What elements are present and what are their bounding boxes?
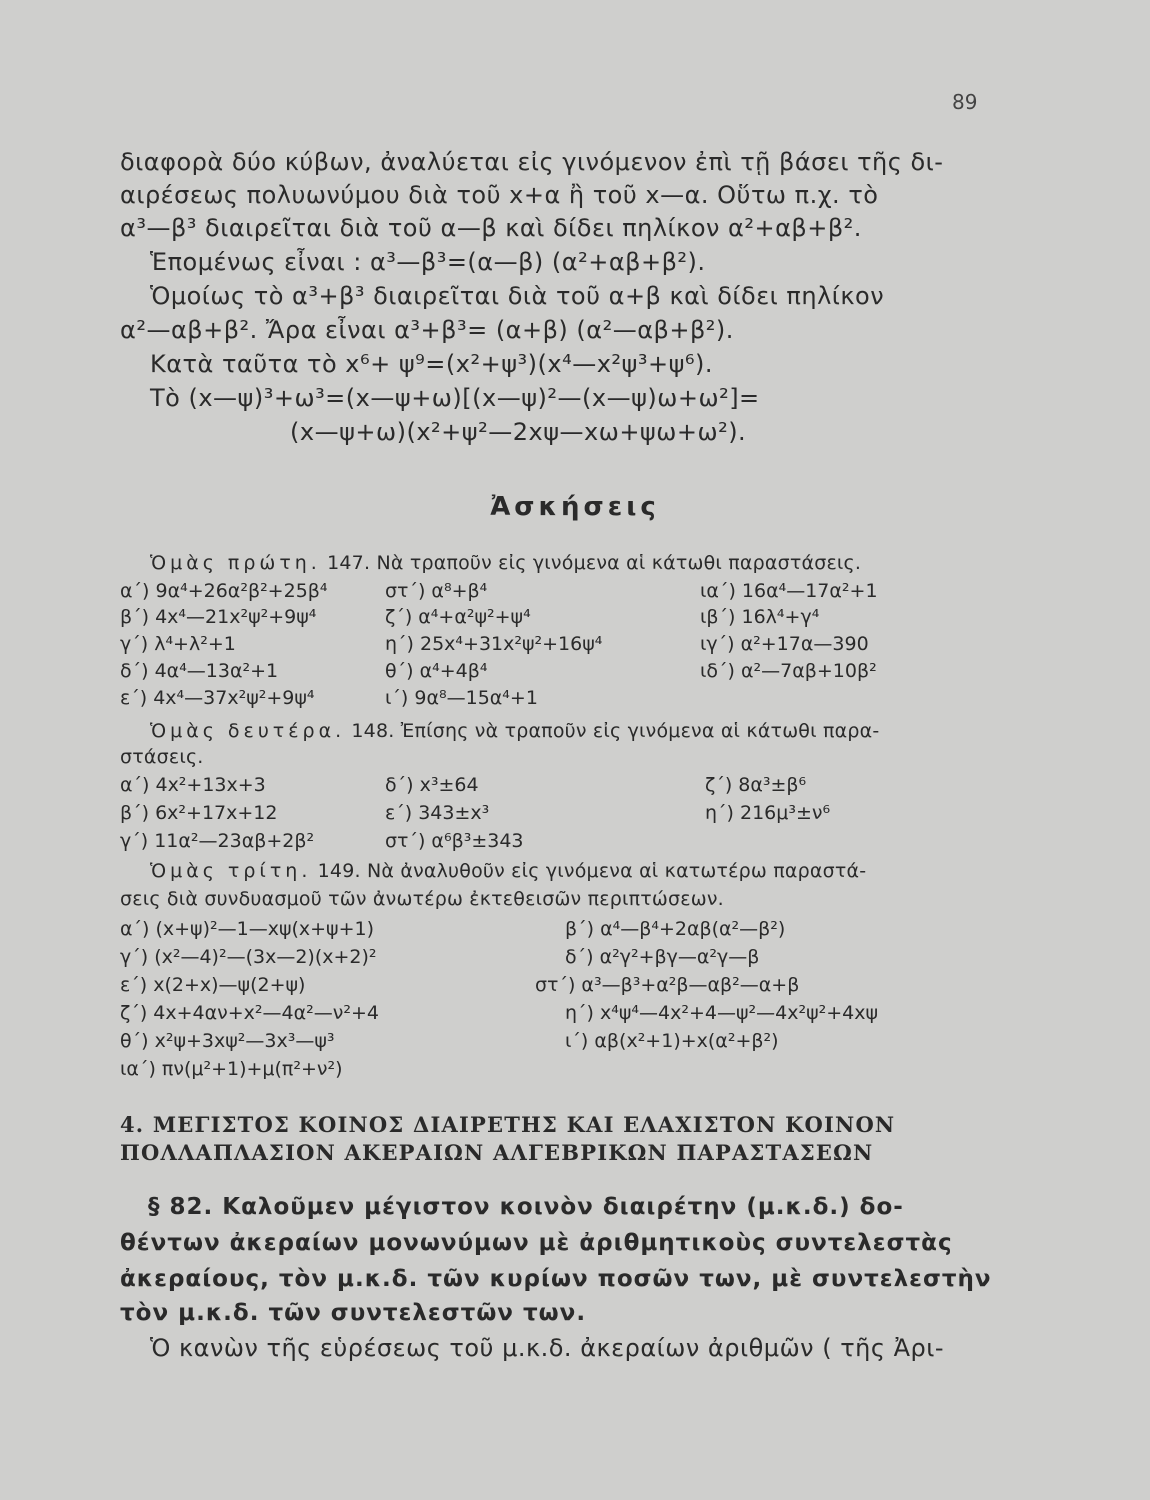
group2-title: Ὁμὰς δευτέρα. — [150, 720, 346, 742]
g2-item: δ΄) x³±64 — [385, 774, 479, 796]
intro-line-4: Ἑπομένως εἶναι : α³—β³=(α—β) (α²+αβ+β²). — [150, 248, 706, 276]
group3-text: 149. Νὰ ἀναλυθοῦν εἰς γινόμενα αἱ κατωτέρω παραστά- — [317, 860, 867, 882]
g1-item: δ΄) 4α⁴—13α²+1 — [120, 660, 279, 682]
group1-text: 147. Νὰ τραποῦν εἰς γινόμενα αἱ κάτωθι παραστάσεις. — [327, 552, 862, 574]
intro-line-9: (x—ψ+ω)(x²+ψ²—2xψ—xω+ψω+ω²). — [290, 418, 747, 446]
intro-line-2: αιρέσεως πολυωνύμου διὰ τοῦ x+α ἢ τοῦ x—α. Οὕτω π.χ. τὸ — [120, 181, 879, 209]
group1-header — [150, 552, 861, 574]
g1-item: η΄) 25x⁴+31x²ψ²+16ψ⁴ — [385, 633, 603, 655]
g1-item: α΄) 9α⁴+26α²β²+25β⁴ — [120, 580, 328, 602]
group3-title: Ὁμὰς τρίτη. — [150, 860, 312, 882]
g1-item: γ΄) λ⁴+λ²+1 — [120, 633, 236, 655]
g3-item: ζ΄) 4x+4αν+x²—4α²—ν²+4 — [120, 1002, 380, 1024]
g1-item: ιβ΄) 16λ⁴+γ⁴ — [700, 606, 820, 628]
g2-item: η΄) 216μ³±ν⁶ — [705, 802, 831, 824]
g3-item: α΄) (x+ψ)²—1—xψ(x+ψ+1) — [120, 918, 375, 940]
g3-item: θ΄) x²ψ+3xψ²—3x³—ψ³ — [120, 1030, 335, 1052]
intro-line-7: Κατὰ ταῦτα τὸ x⁶+ ψ⁹=(x²+ψ³)(x⁴—x²ψ³+ψ⁶). — [150, 350, 714, 378]
g1-item: ε΄) 4x⁴—37x²ψ²+9ψ⁴ — [120, 687, 315, 709]
g2-item: στ΄) α⁶β³±343 — [385, 830, 524, 852]
section-title-line-1: 4. ΜΕΓΙΣΤΟΣ ΚΟΙΝΟΣ ΔΙΑΙΡΕΤΗΣ ΚΑΙ ΕΛΑΧΙΣΤΟΝ ΚΟΙΝΟΝ — [120, 1112, 896, 1137]
intro-line-5: Ὁμοίως τὸ α³+β³ διαιρεῖται διὰ τοῦ α+β καὶ δίδει πηλίκον — [150, 282, 885, 310]
intro-line-8: Τὸ (x—ψ)³+ω³=(x—ψ+ω)[(x—ψ)²—(x—ψ)ω+ω²]= — [150, 384, 760, 412]
group1-title: Ὁμὰς πρώτη. — [150, 552, 321, 574]
g2-item: β΄) 6x²+17x+12 — [120, 802, 278, 824]
intro-line-6: α²—αβ+β². Ἄρα εἶναι α³+β³= (α+β) (α²—αβ+β²). — [120, 316, 734, 344]
g2-item: ε΄) 343±x³ — [385, 802, 490, 824]
exercises-heading: Ἀσκήσεις — [490, 492, 660, 522]
g2-item: γ΄) 11α²—23αβ+2β² — [120, 830, 315, 852]
definition-line-4: τὸν μ.κ.δ. τῶν συντελεστῶν των. — [120, 1300, 587, 1326]
g2-item: ζ΄) 8α³±β⁶ — [705, 774, 807, 796]
g3-item: β΄) α⁴—β⁴+2αβ(α²—β²) — [565, 918, 786, 940]
intro-line-1: διαφορὰ δύο κύβων, ἀναλύεται εἰς γινόμενον ἐπὶ τῇ βάσει τῆς δι- — [120, 148, 944, 176]
intro-line-3: α³—β³ διαιρεῖται διὰ τοῦ α—β καὶ δίδει πηλίκον α²+αβ+β². — [120, 214, 862, 242]
g3-item: ι΄) αβ(x²+1)+x(α²+β²) — [565, 1030, 779, 1052]
definition-line-2: θέντων ἀκεραίων μονωνύμων μὲ ἀριθμητικοὺς συντελεστὰς — [120, 1230, 953, 1256]
g3-item: ε΄) x(2+x)—ψ(2+ψ) — [120, 974, 306, 996]
g3-item: η΄) x⁴ψ⁴—4x²+4—ψ²—4x²ψ²+4xψ — [565, 1002, 878, 1024]
section-title-line-2: ΠΟΛΛΑΠΛΑΣΙΟΝ ΑΚΕΡΑΙΩΝ ΑΛΓΕΒΡΙΚΩΝ ΠΑΡΑΣΤΑΣΕΩΝ — [120, 1140, 874, 1165]
g1-item: στ΄) α⁸+β⁴ — [385, 580, 488, 602]
g1-item: ιγ΄) α²+17α—390 — [700, 633, 869, 655]
g1-item: ιδ΄) α²—7αβ+10β² — [700, 660, 877, 682]
group2-text: 148. Ἐπίσης νὰ τραποῦν εἰς γινόμενα αἱ κάτωθι παρα- — [351, 720, 880, 742]
g3-item: δ΄) α²γ²+βγ—α²γ—β — [565, 946, 760, 968]
g1-item: ζ΄) α⁴+α²ψ²+ψ⁴ — [385, 606, 531, 628]
g3-item: ια΄) πν(μ²+1)+μ(π²+ν²) — [120, 1058, 343, 1080]
g3-item: γ΄) (x²—4)²—(3x—2)(x+2)² — [120, 946, 377, 968]
group3-text-continued: σεις διὰ συνδυασμοῦ τῶν ἀνωτέρω ἐκτεθεισῶν περιπτώσεων. — [120, 888, 724, 910]
g1-item: ι΄) 9α⁸—15α⁴+1 — [385, 687, 538, 709]
page-number: 89 — [952, 90, 978, 114]
g2-item: α΄) 4x²+13x+3 — [120, 774, 266, 796]
group2-text-continued: στάσεις. — [120, 746, 204, 768]
definition-line-1: § 82. Καλοῦμεν μέγιστον κοινὸν διαιρέτην (μ.κ.δ.) δο- — [148, 1194, 904, 1220]
g1-item: θ΄) α⁴+4β⁴ — [385, 660, 488, 682]
group3-header — [150, 860, 866, 882]
definition-line-3: ἀκεραίους, τὸν μ.κ.δ. τῶν κυρίων ποσῶν των, μὲ συντελεστὴν — [120, 1266, 992, 1292]
g1-item: ια΄) 16α⁴—17α²+1 — [700, 580, 878, 602]
g1-item: β΄) 4x⁴—21x²ψ²+9ψ⁴ — [120, 606, 317, 628]
g3-item: στ΄) α³—β³+α²β—αβ²—α+β — [535, 974, 800, 996]
last-line: Ὁ κανὼν τῆς εὑρέσεως τοῦ μ.κ.δ. ἀκεραίων ἀριθμῶν ( τῆς Ἀρι- — [150, 1334, 944, 1362]
group2-header — [150, 720, 879, 742]
